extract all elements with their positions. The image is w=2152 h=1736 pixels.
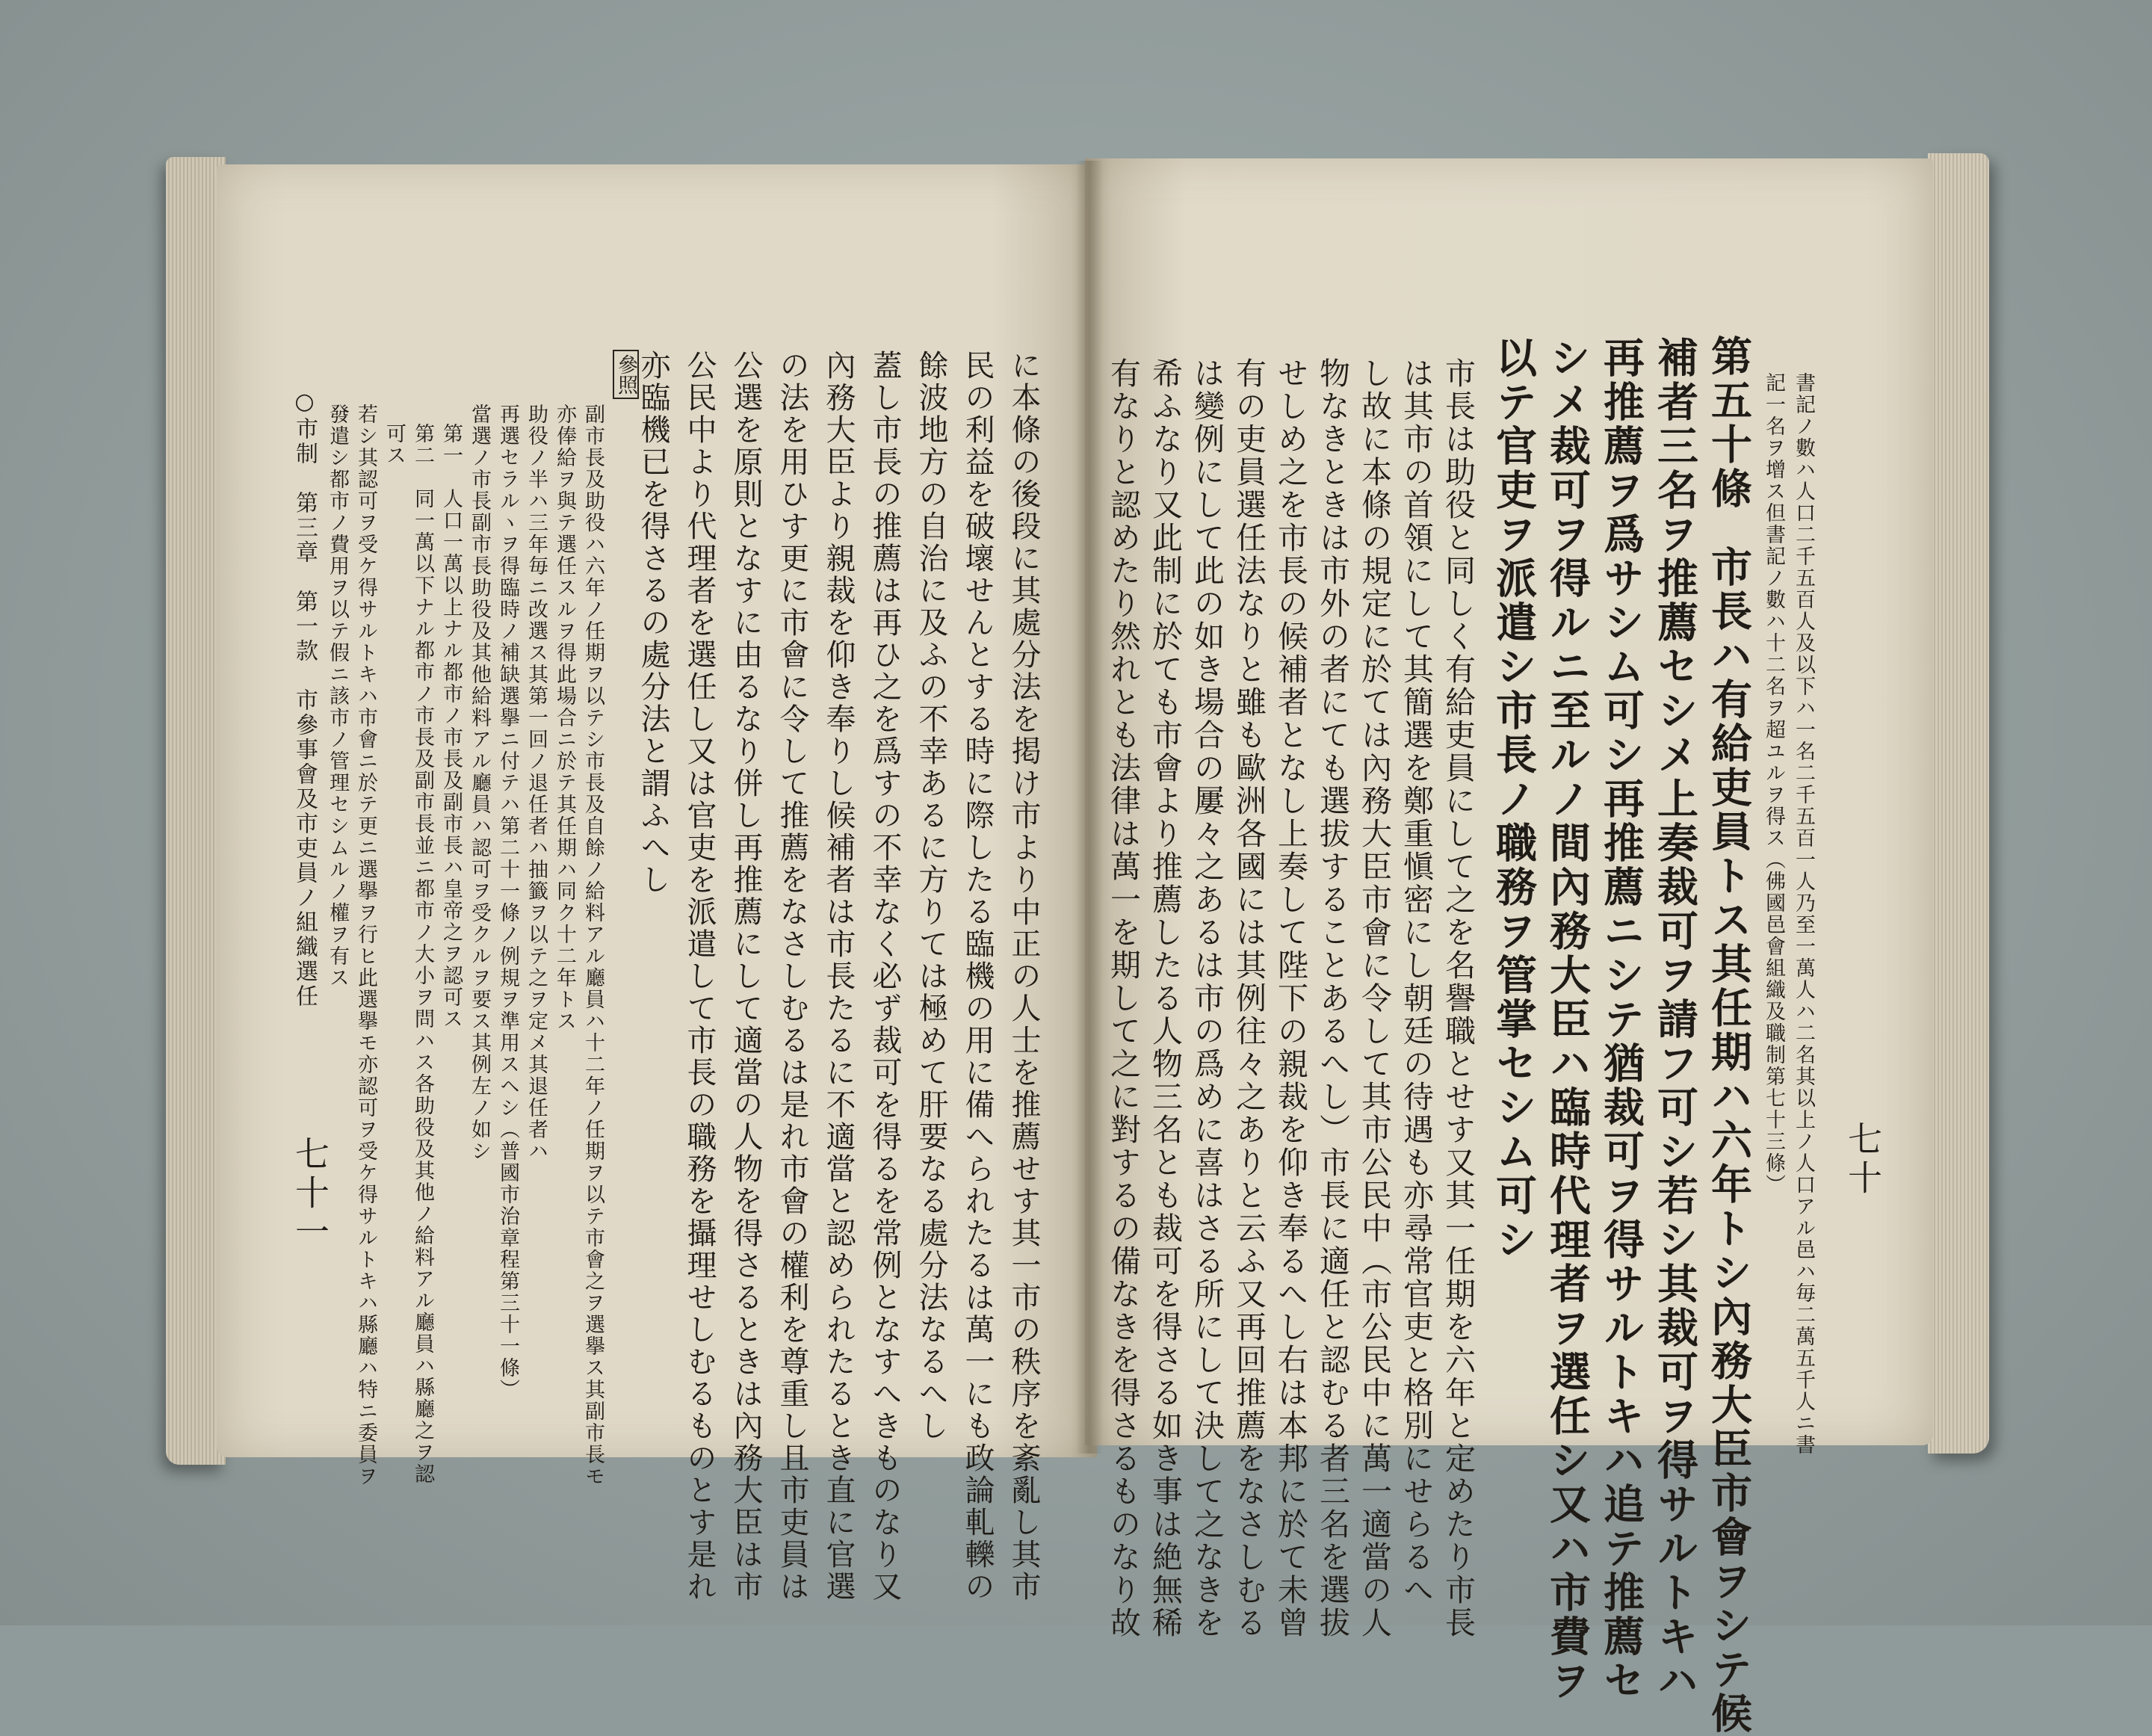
commentary-line: し故に本條の規定に於ては內務大臣市會に令して其市公民中（市公民中に萬一適當の人: [1356, 357, 1392, 1640]
commentary-line: 有なりと認めたり然れとも法律は萬一を期して之に對するの備なきを得さるものなり故: [1105, 357, 1141, 1640]
commentary-line: 有の吏員選任法なりと雖も歐洲各國には其例往々之ありと云ふ又再回推薦をなさしむる: [1231, 357, 1267, 1640]
commentary-line: 物なきときは市外の者にても選拔することあるへし）市長に適任と認むる者三名を選拔: [1314, 357, 1350, 1640]
left-body-line: 蓋し市長の推薦は再ひ之を爲すの不幸なく必ず裁可を得るを常例となすへきものなり又: [868, 350, 902, 1603]
left-body-line: の法を用ひす更に市會に令して推薦をなさしむるは是れ市會の權利を尊重し且市吏員は: [775, 350, 809, 1603]
right-page-number: 七十: [1843, 1121, 1883, 1199]
article-line: シメ裁可ヲ得ルニ至ルノ間內務大臣ハ臨時代理者ヲ選任シ又ハ市費ヲ: [1543, 336, 1592, 1703]
reference-line: 副市長及助役ハ六年ノ任期ヲ以テシ市長及自餘ノ給料アル廳員ハ十二年ノ任期ヲ以テ市會之ヲ選擧ス其副市長モ: [581, 404, 605, 1487]
article-line: 以テ官吏ヲ派遣シ市長ノ職務ヲ管掌セシム可シ: [1489, 336, 1538, 1262]
reference-line: 可ス: [383, 423, 406, 466]
article-line: 市長ハ有給吏員トス其任期ハ六年トシ內務大臣市會ヲシテ候: [1704, 546, 1753, 1736]
commentary-line: は變例にして此の如き場合の屢々之あるは市の爲めに喜はさる所にして決して之なきを: [1189, 357, 1225, 1640]
left-page-number: 七十一: [290, 1136, 330, 1252]
left-body-line: 公民中より代理者を選任し又は官吏を派遣して市長の職務を攝理せしむるものとす是れ: [682, 350, 717, 1603]
commentary-line: 市長は助役と同しく有給吏員にして之を名譽職とせす又其一任期を六年と定めたり市長: [1440, 357, 1476, 1640]
article-title: 第五十條: [1704, 335, 1753, 511]
running-footer: ○市制 第三章 第一款 市參事會及市吏員ノ組織選任: [291, 389, 318, 1009]
reference-line: 發遣シ都市ノ費用ヲ以テ假ニ該市ノ管理セシムルノ權ヲ有ス: [326, 404, 349, 989]
book-gutter: [1076, 161, 1103, 1454]
article-line: 再推薦ヲ爲サシム可シ再推薦ニシテ猶裁可ヲ得サルトキハ追テ推薦セ: [1597, 336, 1645, 1703]
reference-label: 參照: [613, 350, 639, 399]
reference-line: 第二 同一萬以下ナル都市ノ市長及副市長並ニ都市ノ大小ヲ問ハス各助役及其他ノ給料アル廳員ハ縣廳之ヲ認: [411, 423, 434, 1485]
reference-line: 助役ノ半ハ三年毎ニ改選ス其第一回ノ退任者ハ抽籤ヲ以テ之ヲ定メ其退任者ハ: [525, 404, 548, 1162]
left-body-line: 公選を原則となすに由るなり併し再推薦にして適當の人物を得さるときは內務大臣は市: [729, 350, 763, 1603]
reference-line: 再選セラルヽヲ得臨時ノ補缺選擧ニ付テハ第二十一條ノ例規ヲ準用スヘシ（普國市治章程第三十一條）: [496, 404, 519, 1400]
left-body-line: 內務大臣より親裁を仰き奉りし候補者は市長たるに不適當と認められたるとき直に官選: [821, 350, 856, 1603]
left-body-line: に本條の後段に其處分法を掲け市より中正の人士を推薦せす其一市の秩序を紊亂し其市: [1007, 350, 1041, 1603]
reference-line: 第一 人口一萬以上ナル都市ノ市長及副市長ハ皇帝之ヲ認可ス: [439, 423, 463, 1030]
prior-note-line: 記一名ヲ增ス但書記ノ數ハ十二名ヲ超ユルヲ得ス（佛國邑會組織及職制第七十三條）: [1762, 372, 1785, 1196]
commentary-line: 希ふなり又此制に於ても市會より推薦したる人物三名とも裁可を得さる如き事は絶無稀: [1147, 357, 1183, 1640]
left-body-line: 亦臨機已を得さるの處分法と謂ふへし: [636, 350, 670, 896]
commentary-line: は其市の首領にして其簡選を鄭重愼密にし朝廷の待遇も亦尋常官吏と格別にせらるへ: [1398, 357, 1434, 1607]
article-line: 補者三名ヲ推薦セシメ上奏裁可ヲ請フ可シ若シ其裁可ヲ得サルトキハ: [1651, 336, 1699, 1703]
left-body-line: 民の利益を破壞せんとする時に際したる臨機の用に備へられたるは萬一にも政論軋轢の: [960, 350, 995, 1603]
right-page-edges: [1928, 153, 1989, 1454]
reference-line: 當選ノ市長副市長助役及其他給料アル廳員ハ認可ヲ受クルヲ要ス其例左ノ如シ: [468, 404, 491, 1162]
reference-line: 若シ其認可ヲ受ケ得サルトキハ市會ニ於テ更ニ選擧ヲ行ヒ此選擧モ亦認可ヲ受ケ得サルトキハ縣廳ハ特ニ委員ヲ: [354, 404, 377, 1487]
commentary-line: せしめ之を市長の候補者となし上奏して陛下の親裁を仰き奉るへし右は本邦に於て未曾: [1273, 357, 1308, 1640]
left-body-line: 餘波地方の自治に及ふの不幸あるに方りては極めて肝要なる處分法なるへし: [914, 350, 948, 1442]
reference-line: 亦俸給ヲ與テ選任スルヲ得此場合ニ於テ其任期ハ同ク十二年トス: [553, 404, 576, 1032]
prior-note-line: 書記ノ數ハ人口二千五百人及以下ハ一名二千五百一人乃至一萬人ハ二名其以上ノ人口アル邑ハ毎二萬五千人ニ書: [1792, 372, 1815, 1456]
